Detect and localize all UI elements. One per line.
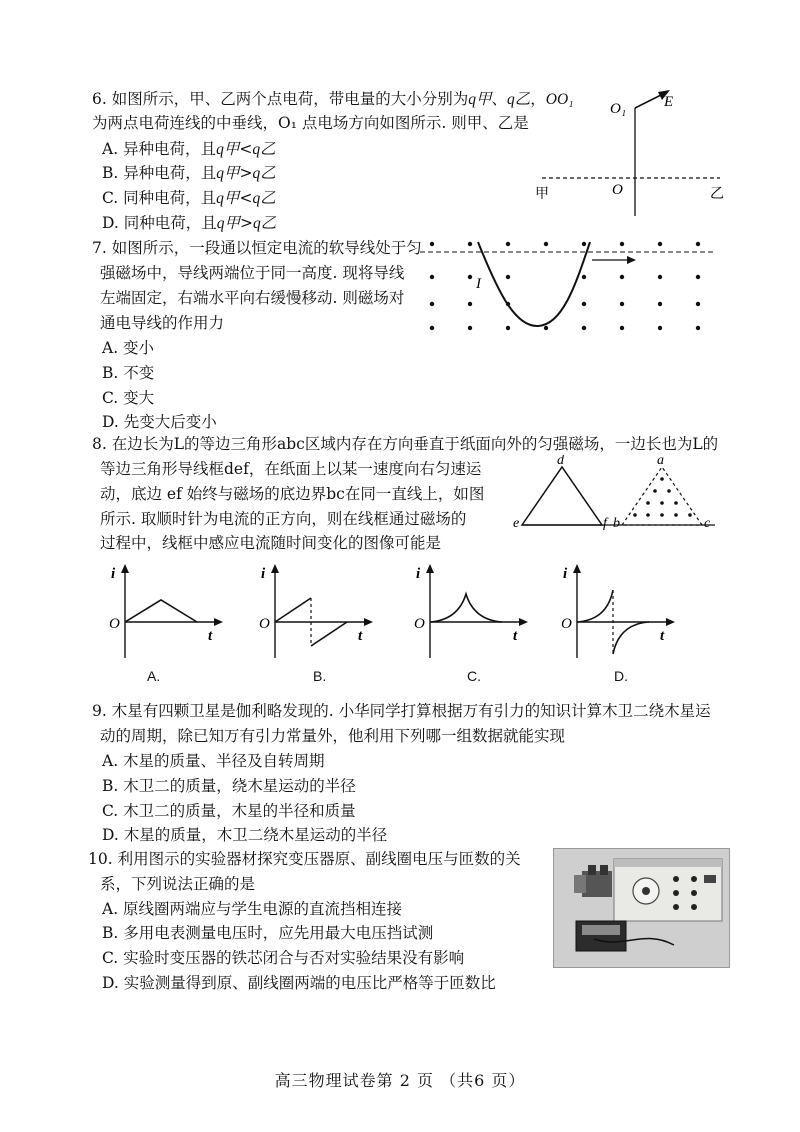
- q8-stem-line2: 等边三角形导线框def，在纸面上以某一速度向右匀速运: [100, 460, 482, 478]
- q7-option-d: D. 先变大后变小: [102, 413, 217, 431]
- q7-option-a: A. 变小: [102, 339, 155, 357]
- q9-stem-line1: 9. 木星有四颗卫星是伽利略发现的. 小华同学打算根据万有引力的知识计算木卫二绕木星运: [92, 702, 711, 720]
- label-jia: 甲: [535, 187, 549, 202]
- graph-c-label: C.: [467, 668, 481, 684]
- label-d: d: [557, 455, 564, 468]
- graph-b-curve-return: [311, 622, 347, 646]
- q6-option-c: C. 同种电荷，且q甲<q乙: [102, 189, 276, 207]
- graph-d-axis-t: t: [660, 628, 665, 644]
- graph-b-label: B.: [313, 668, 327, 684]
- q10-option-b: B. 多用电表测量电压时，应先用最大电压挡试测: [102, 924, 434, 942]
- label-a: a: [657, 455, 664, 468]
- graph-c-origin: O: [414, 616, 425, 632]
- q7-stem-line3: 左端固定，右端水平向右缓慢移动. 则磁场对: [100, 289, 405, 307]
- q6-option-d: D. 同种电荷，且q甲>q乙: [102, 214, 277, 232]
- q8-stem-line4: 所示. 取顺时针为电流的正方向，则在线框通过磁场的: [100, 510, 467, 528]
- graph-b-origin: O: [259, 616, 270, 632]
- q6-figure: [530, 80, 740, 220]
- label-E: E: [664, 94, 674, 110]
- q10-stem-line2: 系，下列说法正确的是: [100, 875, 256, 893]
- q7-option-c: C. 变大: [102, 389, 155, 407]
- graph-c: [410, 562, 540, 662]
- q7-option-b: B. 不变: [102, 364, 155, 382]
- q8-stem-line5: 过程中，线框中感应电流随时间变化的图像可能是: [100, 534, 442, 552]
- move-direction-arrow-head: [627, 256, 636, 264]
- q8-figure: [510, 455, 730, 535]
- graph-b-axis-i: i: [261, 566, 266, 582]
- q9-option-a: A. 木星的质量、半径及自转周期: [102, 752, 325, 770]
- graph-d-curve-up: [577, 590, 613, 622]
- wire-frame-def: [522, 467, 602, 525]
- q6-stem-line2: 为两点电荷连线的中垂线，O₁ 点电场方向如图所示. 则甲、乙是: [92, 114, 529, 132]
- graph-b-axis-t: t: [358, 628, 363, 644]
- q9-option-b: B. 木卫二的质量，绕木星运动的半径: [102, 777, 356, 795]
- graph-d-curve-down: [613, 622, 649, 654]
- graph-a-label: A.: [147, 668, 161, 684]
- q9-option-c: C. 木卫二的质量，木星的半径和质量: [102, 802, 356, 820]
- graph-a: [105, 562, 235, 662]
- graph-c-axis-i: i: [416, 566, 421, 582]
- label-I: I: [476, 276, 481, 292]
- transformer-apparatus-photo: [553, 848, 730, 968]
- soft-wire: [478, 242, 590, 326]
- graph-d-origin: O: [561, 616, 572, 632]
- q6-stem-line1: 6. 如图所示，甲、乙两个点电荷，带电量的大小分别为q甲、q乙，OO₁: [92, 90, 574, 108]
- label-c: c: [704, 516, 711, 531]
- q10-stem-line1: 10. 利用图示的实验器材探究变压器原、副线圈电压与匝数的关: [88, 850, 521, 868]
- q7-stem-line1: 7. 如图所示，一段通以恒定电流的软导线处于匀: [92, 239, 422, 257]
- label-O1: O₁: [610, 101, 627, 117]
- graph-b: [255, 562, 385, 662]
- graph-d-axis-i: i: [563, 566, 568, 582]
- graph-a-axis-i: i: [111, 566, 116, 582]
- q9-option-d: D. 木星的质量，木卫二绕木星运动的半径: [102, 826, 388, 844]
- q8-stem-line3: 动，底边 ef 始终与磁场的底边界bc在同一直线上，如图: [100, 485, 485, 503]
- q9-stem-line2: 动的周期，除已知万有引力常量外，他利用下列哪一组数据就能实现: [100, 727, 566, 745]
- label-O: O: [612, 182, 623, 198]
- q6-option-a: A. 异种电荷，且q甲<q乙: [102, 140, 276, 158]
- graph-a-axis-t: t: [208, 628, 213, 644]
- graph-c-axis-t: t: [513, 628, 518, 644]
- graph-b-curve-rise: [275, 598, 311, 622]
- label-e: e: [513, 516, 520, 531]
- graph-d: [557, 562, 687, 662]
- graph-a-curve: [125, 600, 197, 622]
- q10-option-c: C. 实验时变压器的铁芯闭合与否对实验结果没有影响: [102, 949, 465, 967]
- graph-c-curve: [430, 594, 502, 622]
- q7-stem-line2: 强磁场中，导线两端位于同一高度. 现将导线: [100, 264, 405, 282]
- q10-option-a: A. 原线圈两端应与学生电源的直流挡相连接: [102, 900, 403, 918]
- q8-stem-line1: 8. 在边长为L的等边三角形abc区域内存在方向垂直于纸面向外的匀强磁场，一边长也为L的: [92, 435, 719, 453]
- label-yi: 乙: [710, 187, 724, 202]
- page-footer: 高三物理试卷第 2 页 （共6 页）: [274, 1071, 526, 1090]
- q10-option-d: D. 实验测量得到原、副线圈两端的电压比严格等于匝数比: [102, 974, 496, 992]
- q7-figure: [420, 232, 720, 342]
- q8-field-dots: [633, 477, 692, 517]
- magnetic-field-dots: [430, 242, 700, 330]
- label-b: b: [613, 516, 620, 531]
- label-f: f: [603, 516, 607, 531]
- graph-a-origin: O: [109, 616, 120, 632]
- graph-d-label: D.: [614, 668, 628, 684]
- q6-option-b: B. 异种电荷，且q甲>q乙: [102, 164, 276, 182]
- q7-stem-line4: 通电导线的作用力: [100, 314, 225, 332]
